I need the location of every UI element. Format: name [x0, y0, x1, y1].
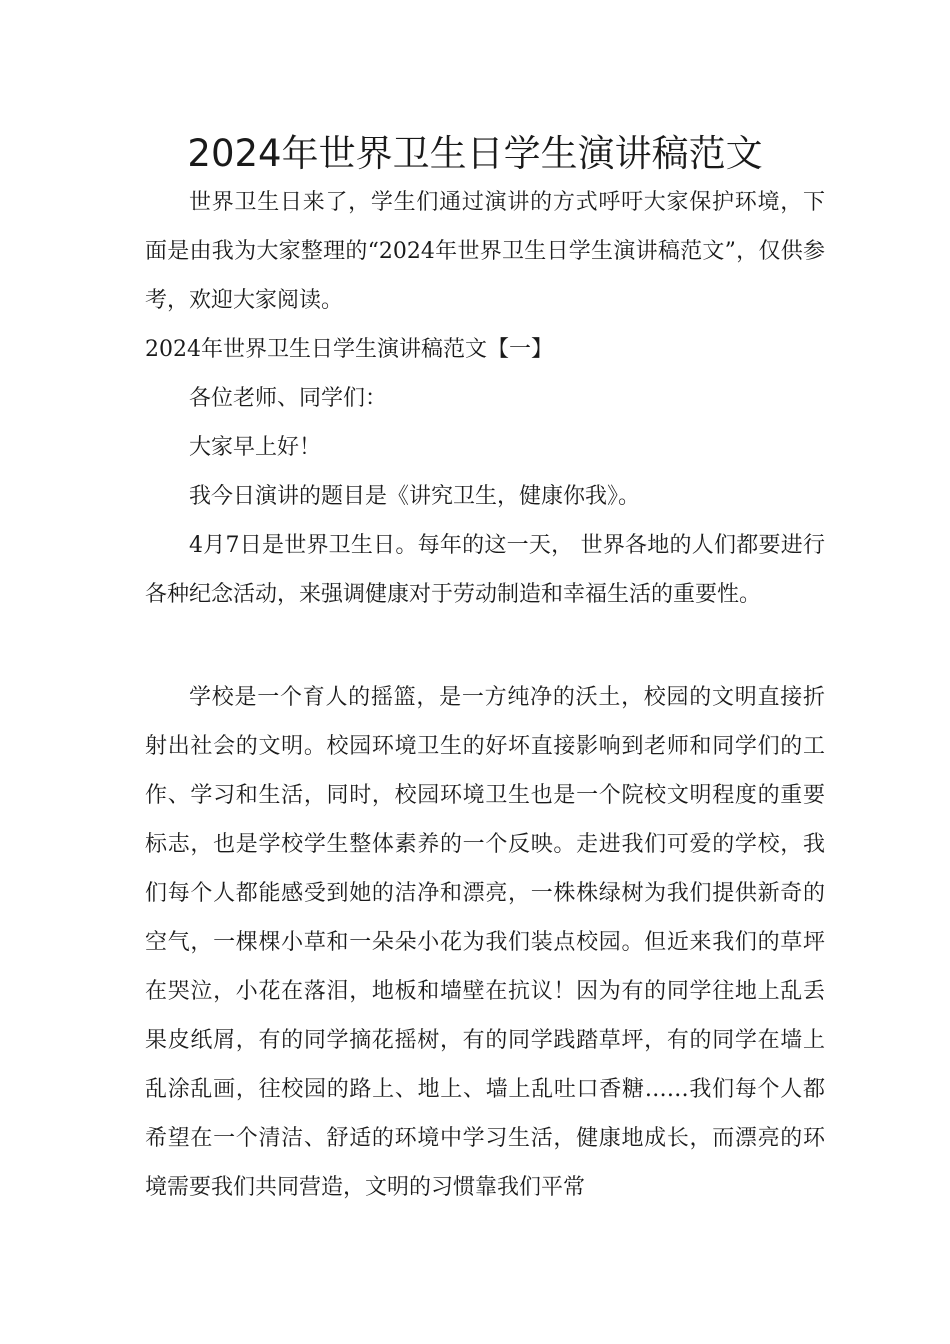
body-paragraph-2: 学校是一个育人的摇篮，是一方纯净的沃土，校园的文明直接折射出社会的文明。校园环境卫生的好坏直接影响到老师和同学们的工作、学习和生活，同时，校园环境卫生也是一个院校文明程度的重要标志，也是学校学生整体素养的一个反映。走进我们可爱的学校，我们每个人都能感受到她的洁净和漂亮，一株株绿树为我们提供新奇的空气，一棵棵小草和一朵朵小花为我们装点校园。但近来我们的草坪在哭泣，小花在落泪，地板和墙壁在抗议！因为有的同学往地上乱丢果皮纸屑，有的同学摘花摇树，有的同学践踏草坪，有的同学在墙上乱涂乱画，往校园的路上、地上、墙上乱吐口香糖……我们每个人都希望在一个清洁、舒适的环境中学习生活，健康地成长，而漂亮的环境需要我们共同营造，文明的习惯靠我们平常	[145, 685, 825, 1200]
greeting-line: 各位老师、同学们：	[189, 386, 388, 411]
hello-line: 大家早上好！	[189, 435, 322, 460]
topic-line: 我今日演讲的题目是《讲究卫生，健康你我》。	[189, 484, 641, 509]
body-paragraph-1: 4月7日是世界卫生日。每年的这一天， 世界各地的人们都要进行各种纪念活动，来强调健康对于劳动制造和幸福生活的重要性。	[145, 533, 825, 607]
section-heading: 2024年世界卫生日学生演讲稿范文【一】	[145, 337, 553, 362]
intro-paragraph: 世界卫生日来了，学生们通过演讲的方式呼吁大家保护环境，下面是由我为大家整理的“2024年世界卫生日学生演讲稿范文”，仅供参考，欢迎大家阅读。	[145, 190, 825, 313]
document-title: 2024年世界卫生日学生演讲稿范文	[187, 132, 763, 175]
